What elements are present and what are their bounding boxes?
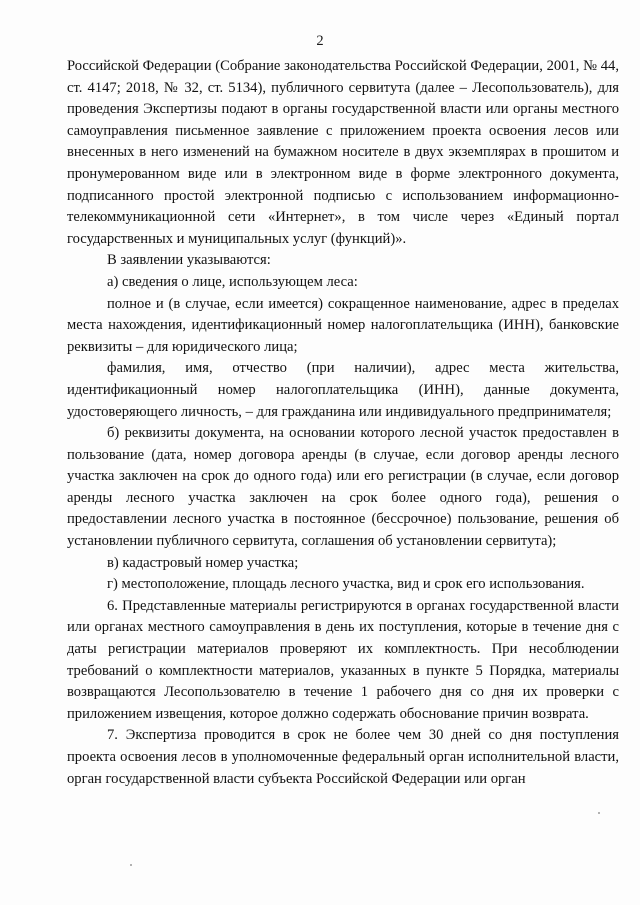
scan-speck (130, 864, 132, 866)
paragraph-legal-entity: полное и (в случае, если имеется) сокращенное наименование, адрес в пределах места нахождения, идентификационный номер налогоплательщика (ИНН), банковские реквизиты – для юридического лица; (67, 295, 619, 355)
paragraph-clause-6: 6. Представленные материалы регистрируются в органах государственной власти или органах местного самоуправления в день их поступления, которые в течение дня с даты регистрации материалов проверяют их комплектность. При несоблюдении требований о комплектности материалов, указанных в пункте 5 Порядка, материалы возвращаются Лесопользователю в течение 1 рабочего дня со дня их проверки с приложением извещения, которое должно содержать обоснование причин возврата. (67, 597, 619, 722)
paragraph-item-g: г) местоположение, площадь лесного участка, вид и срок его использования. (107, 576, 585, 593)
paragraph-application-intro: В заявлении указываются: (107, 252, 271, 269)
paragraph-individual: фамилия, имя, отчество (при наличии), адрес места жительства, идентификационный номер налогоплательщика (ИНН), данные документа, удостоверяющего личность, – для гражданина или индивидуального предпринимателя; (67, 360, 619, 420)
paragraph-item-v: в) кадастровый номер участка; (107, 554, 299, 571)
paragraph-continuation: Российской Федерации (Собрание законодательства Российской Федерации, 2001, № 44, ст. 4147; 2018, № 32, ст. 5134), публичного сервитута (далее – Лесопользователь), для проведения Экспертизы подают в органы государственной власти или органы местного самоуправления письменное заявление с приложением проекта освоения лесов или внесенных в него изменений на бумажном носителе в двух экземплярах в прошитом и пронумерованном виде или в электронном виде в форме электронного документа, подписанного простой электронной подписью с использованием информационно-телекоммуникационной сети «Интернет», в том числе через «Единый портал государственных и муниципальных услуг (функций)». (67, 58, 619, 247)
paragraph-item-b: б) реквизиты документа, на основании которого лесной участок предоставлен в пользование (дата, номер договора аренды (в случае, если договор аренды лесного участка заключен на срок до одного года) или его регистрации (в случае, если договор аренды лесного участка заключен на срок более одного года), решения о предоставлении лесного участка в постоянное (бессрочное) пользование, решения об установлении публичного сервитута, соглашения об установлении сервитута); (67, 425, 619, 550)
paragraph-clause-7: 7. Экспертиза проводится в срок не более чем 30 дней со дня поступления проекта освоения лесов в уполномоченные федеральный орган исполнительной власти, орган государственной власти субъекта Российской Федерации или орган (67, 727, 619, 787)
paragraph-item-a: а) сведения о лице, использующем леса: (107, 273, 358, 290)
document-body (67, 56, 619, 790)
page-number: 2 (316, 33, 324, 49)
scan-speck (598, 812, 600, 814)
